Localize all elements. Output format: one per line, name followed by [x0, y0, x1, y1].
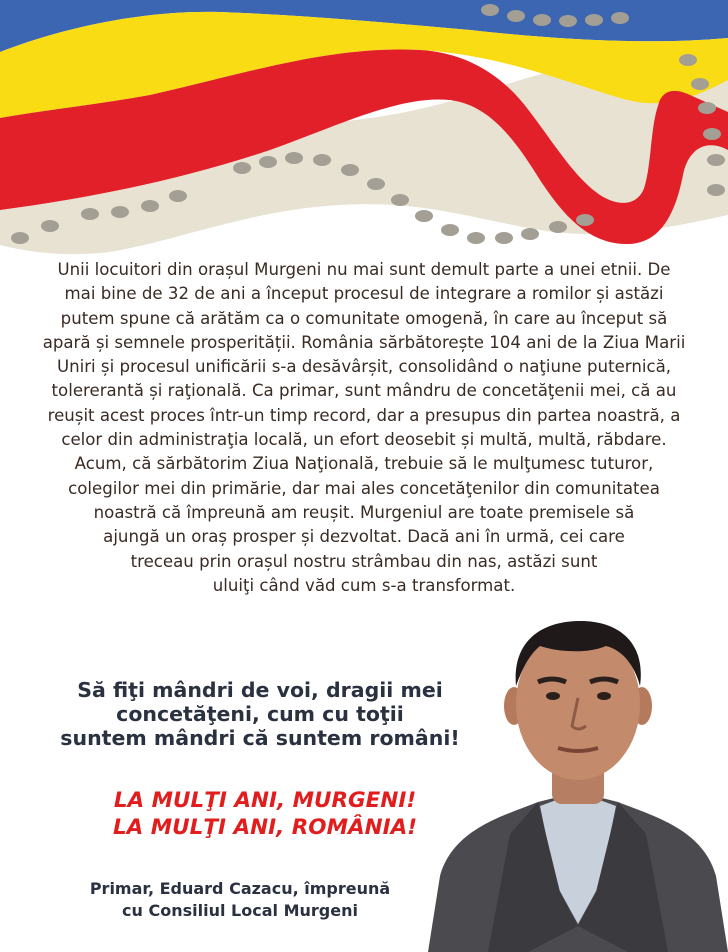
closing-line: concetăţeni, cum cu toţii	[116, 702, 404, 726]
mayor-portrait-icon	[428, 594, 728, 952]
article-line: apară și semnele prosperității. România sărbătorește 104 ani de la Ziua Marii	[42, 332, 686, 352]
article-line: putem spune că arătăm ca o comunitate omogenă, în care au început să	[60, 308, 668, 328]
article-line: noastră că împreună am reușit. Murgeniul are toate premisele să	[93, 502, 635, 522]
article-line: Unii locuitori din orașul Murgeni nu mai sunt demult parte a unei etnii. De	[57, 260, 671, 279]
article-paragraph	[34, 258, 694, 598]
article-line: Acum, că sărbătorim Ziua Naţională, trebuie să le mulţumesc tuturor,	[74, 454, 654, 474]
article-line: celor din administraţia locală, un efort deosebit și multă, multă, răbdare.	[61, 430, 667, 450]
article-line: mai bine de 32 de ani a început procesul de integrare a romilor și astăzi	[64, 284, 664, 304]
left-eye-icon	[546, 692, 560, 700]
closing-line: Să fiţi mândri de voi, dragii mei	[77, 678, 443, 702]
romanian-flag-wave-icon	[0, 0, 728, 260]
article-line: tolererantă și raţională. Ca primar, sunt mândru de concetăţenii mei, că au	[51, 381, 677, 401]
article-line: uluiţi când văd cum s-a transformat.	[212, 575, 516, 595]
closing-line: suntem mândri că suntem români!	[60, 726, 460, 750]
greeting-heading	[30, 787, 500, 841]
signature	[20, 878, 460, 922]
signature-line: Primar, Eduard Cazacu, împreună	[89, 879, 391, 898]
article-line: Uniri și procesul unificării s-a desăvârșit, consolidând o naţiune puternică,	[56, 357, 672, 377]
article-line: colegilor mei din primărie, dar mai ales concetăţenilor din comunitatea	[68, 478, 660, 498]
article-line: treceau prin orașul nostru strâmbau din nas, astăzi sunt	[130, 551, 598, 571]
greeting-line: LA MULŢI ANI, MURGENI!	[113, 788, 417, 813]
signature-line: cu Consiliul Local Murgeni	[122, 901, 358, 920]
article-line: reușit acest proces într-un timp record, dar a presupus din partea noastră, a	[47, 405, 681, 425]
article-line: ajungă un oraș prosper și dezvoltat. Dacă ani în urmă, cei care	[103, 527, 625, 547]
right-eye-icon	[597, 692, 611, 700]
closing-message	[30, 678, 490, 750]
greeting-line: LA MULŢI ANI, ROMÂNIA!	[112, 815, 418, 840]
